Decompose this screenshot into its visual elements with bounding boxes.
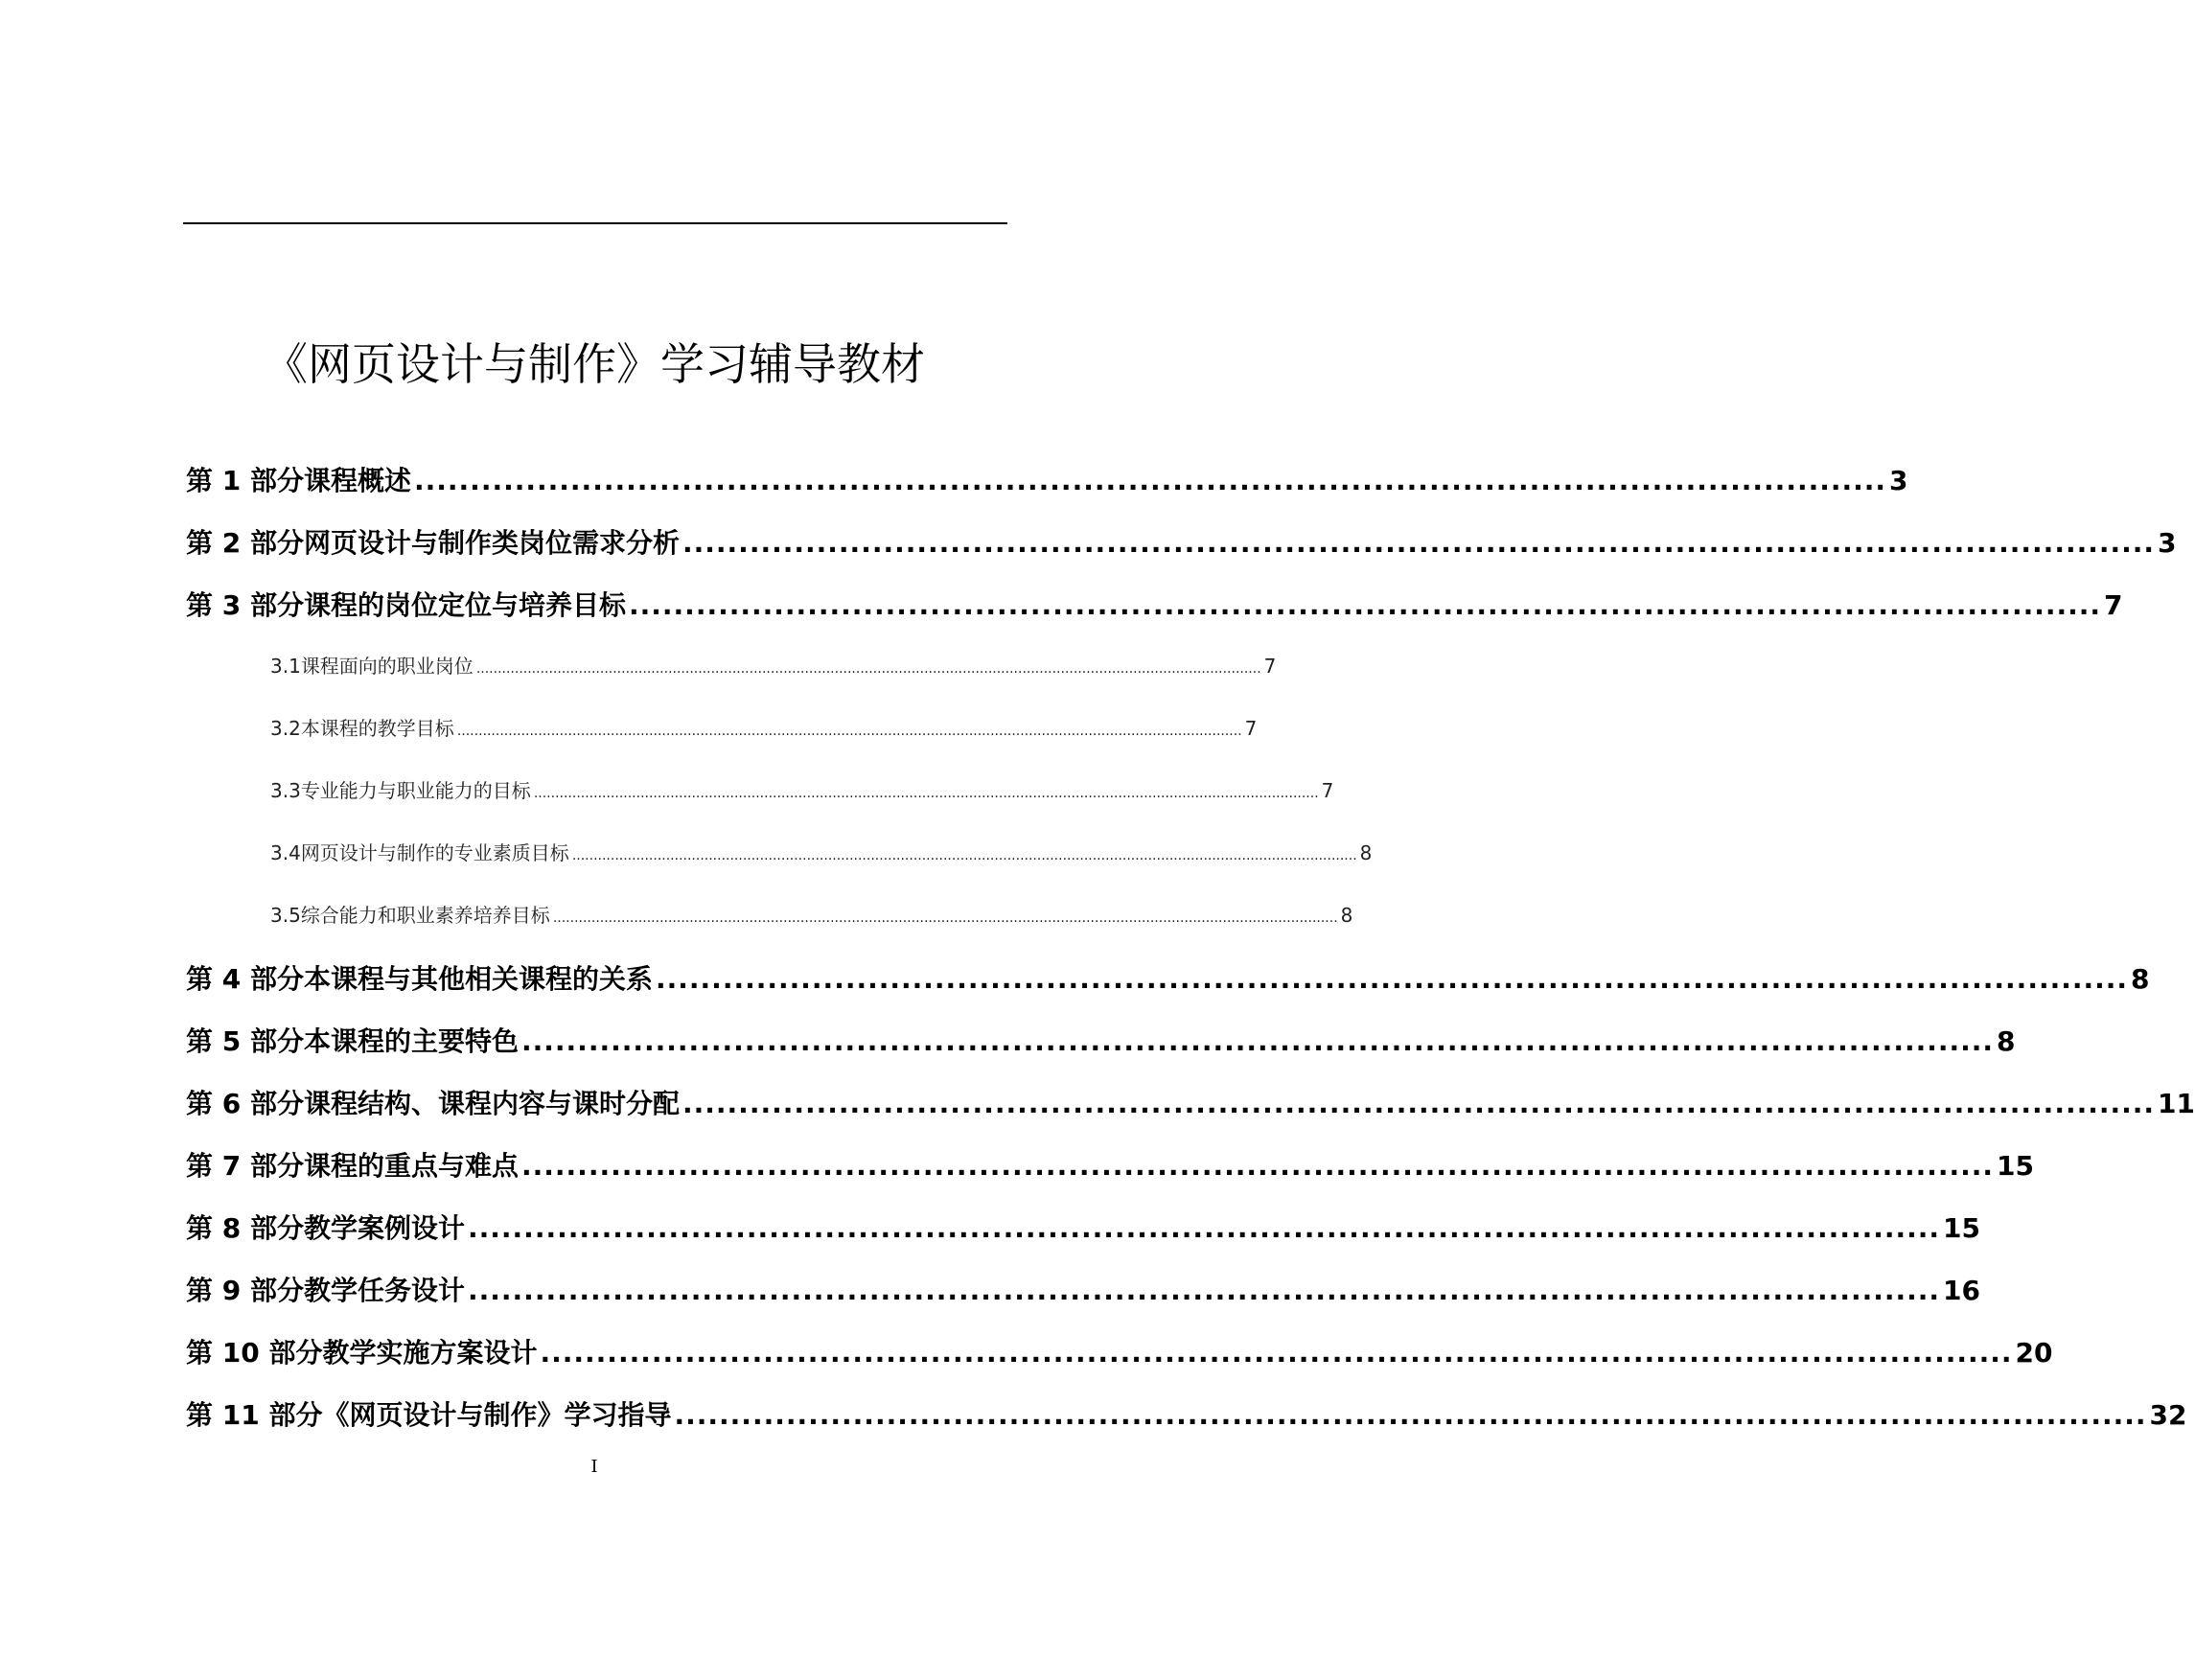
toc-entry-number: 3.3 (270, 779, 301, 802)
toc-entry-page: 11 (2158, 1088, 2195, 1119)
header-rule (183, 222, 1007, 224)
toc-entry-page: 8 (1997, 1025, 2016, 1057)
toc-entry-number: 第 11 部分 (186, 1399, 323, 1431)
toc-dot-leader: .................................................................................................................................... (468, 1212, 1941, 1244)
toc-entry-number: 3.1 (270, 655, 301, 678)
toc-entry-part-2[interactable] (186, 522, 2177, 561)
toc-dot-leader: .................................................................................................................................... (540, 1337, 2013, 1369)
toc-entry-page: 7 (1321, 779, 1334, 802)
toc-dot-leader: ........................................................................................................................................................................................ (552, 910, 1338, 926)
toc-entry-title: 网页设计与制作类岗位需求分析 (303, 527, 680, 559)
toc-entry-number: 第 1 部分 (186, 465, 304, 496)
toc-dot-leader: .................................................................................................................................... (468, 1275, 1941, 1306)
toc-dot-leader: .................................................................................................................................... (521, 1025, 1995, 1057)
toc-entry-part-10[interactable] (186, 1332, 2053, 1370)
toc-entry-number: 第 10 部分 (186, 1337, 323, 1369)
toc-dot-leader: ........................................................................................................................................................................................ (533, 786, 1319, 801)
toc-entry-title: 课程面向的职业岗位 (300, 655, 474, 678)
toc-entry-3-5[interactable] (270, 900, 1353, 928)
toc-dot-leader: .................................................................................................................................... (656, 963, 2129, 995)
toc-entry-page: 7 (1244, 717, 1258, 740)
toc-entry-page: 32 (2149, 1399, 2187, 1431)
toc-entry-3-4[interactable] (270, 838, 1373, 865)
toc-dot-leader: .................................................................................................................................... (414, 465, 1887, 496)
toc-entry-title: 《网页设计与制作》学习指导 (322, 1399, 672, 1431)
toc-dot-leader: .................................................................................................................................... (521, 1150, 1995, 1182)
toc-entry-page: 8 (1359, 841, 1373, 864)
toc-entry-page: 16 (1943, 1275, 1981, 1306)
toc-dot-leader: .................................................................................................................................... (682, 527, 2156, 559)
toc-entry-title: 课程结构、课程内容与课时分配 (303, 1088, 680, 1119)
toc-entry-title: 网页设计与制作的专业素质目标 (300, 841, 569, 864)
toc-entry-part-6[interactable] (186, 1083, 2195, 1121)
toc-entry-number: 第 5 部分 (186, 1025, 304, 1057)
toc-dot-leader: .................................................................................................................................... (674, 1399, 2147, 1431)
toc-entry-number: 第 8 部分 (186, 1212, 304, 1244)
toc-entry-part-9[interactable] (186, 1270, 1981, 1308)
toc-entry-part-1[interactable] (186, 460, 1908, 498)
toc-entry-page: 3 (2158, 527, 2177, 559)
toc-entry-part-7[interactable] (186, 1145, 2035, 1184)
document-title: 《网页设计与制作》学习辅导教材 (264, 337, 925, 390)
toc-entry-title: 本课程的主要特色 (303, 1025, 519, 1057)
toc-entry-number: 第 9 部分 (186, 1275, 304, 1306)
toc-entry-part-8[interactable] (186, 1208, 1981, 1246)
toc-entry-title: 教学案例设计 (303, 1212, 465, 1244)
toc-dot-leader: .................................................................................................................................... (682, 1088, 2156, 1119)
toc-entry-number: 第 3 部分 (186, 589, 304, 621)
toc-entry-number: 第 7 部分 (186, 1150, 304, 1182)
toc-entry-number: 第 4 部分 (186, 963, 304, 995)
toc-entry-number: 第 2 部分 (186, 527, 304, 559)
toc-entry-part-11[interactable] (186, 1394, 2187, 1433)
toc-entry-part-5[interactable] (186, 1021, 2016, 1059)
toc-entry-number: 3.5 (270, 904, 301, 927)
toc-dot-leader: .................................................................................................................................... (629, 589, 2102, 621)
toc-entry-title: 专业能力与职业能力的目标 (300, 779, 531, 802)
toc-entry-3-2[interactable] (270, 713, 1258, 741)
toc-entry-title: 本课程的教学目标 (300, 717, 454, 740)
toc-entry-3-3[interactable] (270, 775, 1334, 803)
toc-entry-title: 课程的重点与难点 (303, 1150, 519, 1182)
toc-entry-number: 3.4 (270, 841, 301, 864)
toc-dot-leader: ........................................................................................................................................................................................ (571, 848, 1357, 863)
toc-entry-title: 课程的岗位定位与培养目标 (303, 589, 626, 621)
toc-entry-page: 7 (1263, 655, 1277, 678)
toc-entry-part-4[interactable] (186, 958, 2150, 997)
toc-entry-part-3[interactable] (186, 585, 2123, 623)
toc-entry-page: 8 (2131, 963, 2150, 995)
toc-entry-page: 8 (1340, 904, 1353, 927)
toc-entry-number: 第 6 部分 (186, 1088, 304, 1119)
toc-entry-title: 综合能力和职业素养培养目标 (300, 904, 550, 927)
toc-entry-page: 7 (2104, 589, 2123, 621)
toc-entry-page: 15 (1997, 1150, 2035, 1182)
toc-entry-page: 3 (1889, 465, 1908, 496)
toc-entry-title: 教学任务设计 (303, 1275, 465, 1306)
page-number: I (590, 1457, 598, 1477)
toc-entry-number: 3.2 (270, 717, 301, 740)
toc-entry-title: 本课程与其他相关课程的关系 (303, 963, 653, 995)
toc-dot-leader: ........................................................................................................................................................................................ (456, 724, 1242, 739)
toc-dot-leader: ........................................................................................................................................................................................ (475, 661, 1261, 677)
toc-entry-title: 教学实施方案设计 (322, 1337, 538, 1369)
toc-entry-page: 20 (2015, 1337, 2053, 1369)
toc-entry-3-1[interactable] (270, 651, 1277, 679)
toc-entry-page: 15 (1943, 1212, 1981, 1244)
toc-entry-title: 课程概述 (303, 465, 411, 496)
